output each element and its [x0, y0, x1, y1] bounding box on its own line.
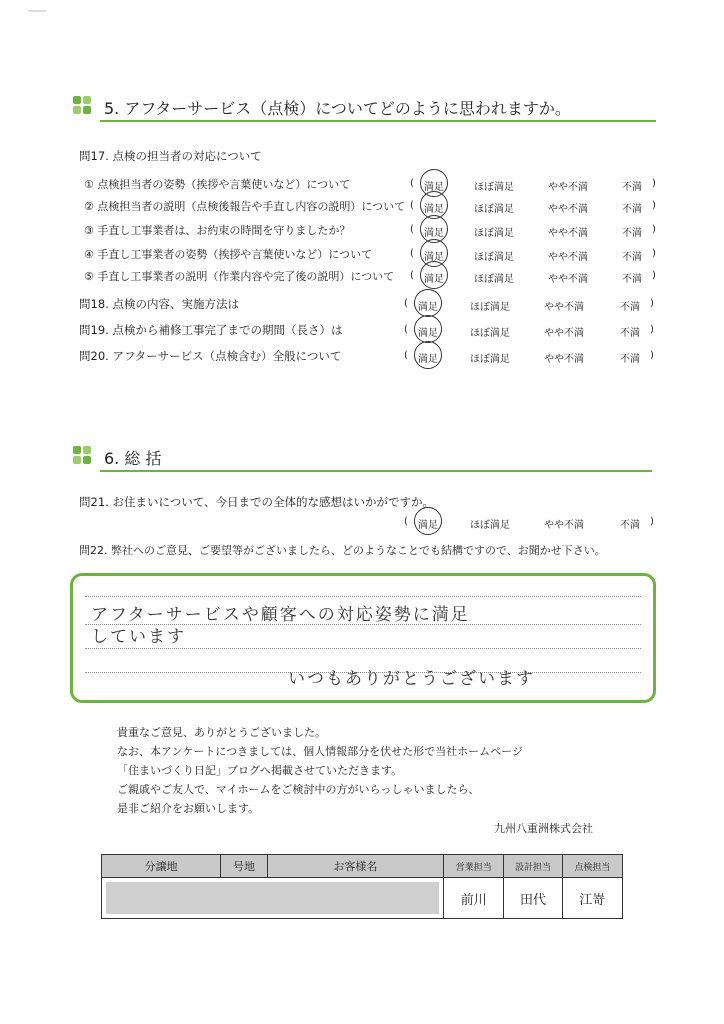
redaction-block — [106, 882, 439, 914]
option-satisfied: 満足 — [424, 228, 444, 239]
design-staff: 田代 — [504, 878, 562, 919]
header-lot: 分譲地 — [102, 855, 221, 878]
survey-item-label: ③ 手直し工事業者は、お約束の時間を守りましたか？ — [84, 224, 351, 237]
answer-circle-icon — [414, 315, 442, 343]
option-dis: 不満 — [620, 354, 640, 365]
option-somewhat_dis: やや不満 — [548, 182, 588, 193]
option-dis: 不満 — [622, 274, 642, 285]
comment-box — [70, 573, 656, 703]
section5-rule — [100, 120, 656, 122]
section6-title: 6. 総 括 — [104, 449, 162, 468]
option-somewhat_dis: やや不満 — [548, 274, 588, 285]
option-open: ( — [404, 516, 408, 527]
option-dis: 不満 — [622, 182, 642, 193]
closing-line-4: ご親戚やご友人で、マイホームをご検討中の方がいらっしゃいましたら、 — [117, 783, 480, 796]
option-open: ( — [404, 324, 408, 335]
survey-item-label: ① 点検担当者の姿勢（挨拶や言葉使いなど）について — [84, 178, 351, 191]
option-close: ) — [652, 178, 656, 189]
option-satisfied: 満足 — [424, 204, 444, 215]
option-mostly: ほぼ満足 — [474, 204, 514, 215]
option-mostly: ほぼ満足 — [474, 228, 514, 239]
option-open: ( — [410, 178, 414, 189]
answer-circle-icon — [420, 261, 448, 289]
option-somewhat_dis: やや不満 — [548, 252, 588, 263]
header-design: 設計担当 — [504, 855, 562, 878]
option-mostly: ほぼ満足 — [470, 328, 510, 339]
option-open: ( — [410, 248, 414, 259]
option-satisfied: 満足 — [418, 302, 438, 313]
clover-icon — [73, 446, 93, 466]
option-somewhat_dis: やや不満 — [544, 354, 584, 365]
company-name: 九州八重洲株式会社 — [494, 822, 593, 835]
option-dis: 不満 — [620, 520, 640, 531]
option-mostly: ほぼ満足 — [474, 182, 514, 193]
option-open: ( — [410, 270, 414, 281]
survey-item-label: ⑤ 手直し工事業者の説明（作業内容や完了後の説明）について — [84, 270, 395, 283]
option-close: ) — [652, 200, 656, 211]
closing-line-2: なお、本アンケートにつきましては、個人情報部分を伏せた形で当社ホームページ — [117, 745, 523, 758]
sales-staff: 前川 — [444, 878, 504, 919]
option-dis: 不満 — [620, 302, 640, 313]
closing-line-3: 「住まいづくり日記」ブログへ掲載させていただきます。 — [117, 764, 403, 777]
option-satisfied: 満足 — [418, 354, 438, 365]
option-satisfied: 満足 — [424, 252, 444, 263]
option-mostly: ほぼ満足 — [474, 252, 514, 263]
comment-line-1: アフターサービスや顧客への対応姿勢に満足 — [91, 605, 470, 625]
header-inspection: 点検担当 — [562, 855, 622, 878]
option-close: ) — [652, 248, 656, 259]
q22-question: 問22. 弊社へのご意見、ご要望等がございましたら、どのようなことでも結構ですので、お聞かせ下さい。 — [79, 544, 606, 557]
survey-item-label: ② 点検担当者の説明（点検後報告や手直し内容の説明）について — [84, 200, 406, 213]
option-close: ) — [652, 224, 656, 235]
option-close: ) — [652, 270, 656, 281]
inspection-staff: 江嵜 — [562, 878, 622, 919]
survey-item-label: ④ 手直し工事業者の姿勢（挨拶や言葉使いなど）について — [84, 248, 373, 261]
option-open: ( — [404, 298, 408, 309]
option-satisfied: 満足 — [424, 274, 444, 285]
option-close: ) — [650, 324, 654, 335]
option-close: ) — [650, 298, 654, 309]
survey-item-label: 問19. 点検から補修工事完了までの期間（長さ）は — [79, 323, 343, 337]
redacted-customer-info — [102, 878, 444, 919]
option-mostly: ほぼ満足 — [474, 274, 514, 285]
option-somewhat_dis: やや不満 — [544, 302, 584, 313]
comment-line-3: いつもありがとうございます — [288, 669, 535, 689]
answer-circle-icon — [414, 507, 442, 535]
header-customer-name: お客様名 — [267, 855, 443, 878]
option-close: ) — [650, 350, 654, 361]
option-open: ( — [410, 224, 414, 235]
option-open: ( — [404, 350, 408, 361]
closing-line-5: 是非ご紹介をお願いします。 — [117, 802, 260, 815]
option-satisfied: 満足 — [424, 182, 444, 193]
option-mostly: ほぼ満足 — [470, 302, 510, 313]
answer-circle-icon — [414, 289, 442, 317]
option-somewhat_dis: やや不満 — [548, 228, 588, 239]
option-satisfied: 満足 — [418, 328, 438, 339]
scan-mark — [28, 10, 46, 12]
section6-rule — [100, 470, 652, 472]
closing-line-1: 貴重なご意見、ありがとうございました。 — [117, 726, 326, 739]
option-dis: 不満 — [622, 252, 642, 263]
option-open: ( — [410, 200, 414, 211]
clover-icon — [73, 96, 93, 116]
comment-line-2: しています — [91, 627, 186, 647]
q17-title: 問17. 点検の担当者の対応について — [79, 149, 262, 163]
option-somewhat_dis: やや不満 — [544, 328, 584, 339]
option-close: ) — [650, 516, 654, 527]
survey-item-label: 問20. アフターサービス（点検含む）全般について — [79, 349, 342, 363]
option-dis: 不満 — [620, 328, 640, 339]
option-satisfied: 満足 — [418, 520, 438, 531]
staff-table — [101, 854, 623, 919]
option-somewhat_dis: やや不満 — [544, 520, 584, 531]
q21-question: 問21. お住まいについて、今日までの全体的な感想はいかがですか。 — [79, 495, 434, 509]
option-dis: 不満 — [622, 204, 642, 215]
answer-circle-icon — [414, 341, 442, 369]
header-lot-number: 号地 — [221, 855, 267, 878]
section5-title: 5. アフターサービス（点検）についてどのように思われますか。 — [104, 99, 571, 118]
option-somewhat_dis: やや不満 — [548, 204, 588, 215]
option-mostly: ほぼ満足 — [470, 354, 510, 365]
option-dis: 不満 — [622, 228, 642, 239]
header-sales: 営業担当 — [444, 855, 504, 878]
survey-item-label: 問18. 点検の内容、実施方法は — [79, 297, 239, 311]
option-mostly: ほぼ満足 — [470, 520, 510, 531]
